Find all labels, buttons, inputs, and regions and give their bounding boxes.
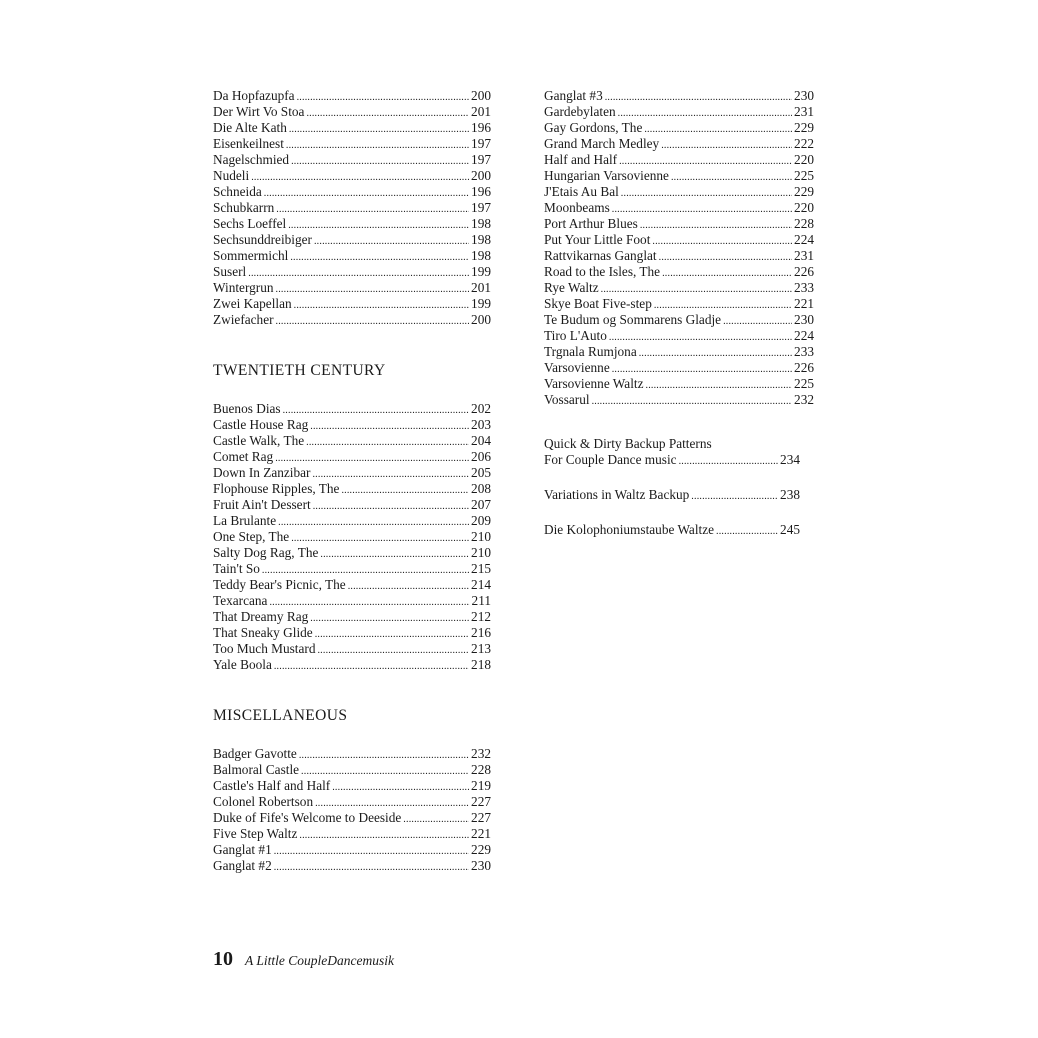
entry-title: Port Arthur Blues <box>544 216 638 231</box>
entry-page: 202 <box>471 401 491 416</box>
entry-page: 210 <box>471 545 491 560</box>
entry-page: 229 <box>794 120 814 135</box>
entry-title: Wintergrun <box>213 280 274 295</box>
entry-title: Teddy Bear's Picnic, The <box>213 577 346 592</box>
entry-title: Te Budum og Sommarens Gladje <box>544 312 722 327</box>
entry-page: 220 <box>794 200 814 215</box>
index-entry <box>213 88 491 104</box>
entry-page: 230 <box>794 312 814 327</box>
entry-title: Moonbeams <box>544 200 610 215</box>
index-entry <box>213 545 491 561</box>
index-entry <box>213 593 491 609</box>
entry-page: 200 <box>471 88 491 103</box>
index-entry <box>213 625 491 641</box>
entry-page: 245 <box>780 522 800 537</box>
entry-page: 196 <box>471 120 491 135</box>
index-entry <box>213 858 491 874</box>
entry-title: La Brulante <box>213 513 277 528</box>
entry-page: 213 <box>471 641 491 656</box>
index-entry <box>544 232 814 248</box>
entry-title: Down In Zanzibar <box>213 465 311 480</box>
entry-page: 199 <box>471 264 491 279</box>
page-number: 10 <box>213 948 233 970</box>
entry-title: That Sneaky Glide <box>213 625 313 640</box>
index-entry <box>544 487 800 503</box>
entry-title: Ganglat #2 <box>213 858 272 873</box>
entry-page: 198 <box>471 216 491 231</box>
entry-title: Schneida <box>213 184 262 199</box>
entry-title: Vossarul <box>544 392 590 407</box>
index-entry <box>213 312 491 328</box>
dot-leader <box>679 452 778 470</box>
extras-list <box>544 436 800 538</box>
index-entry <box>213 296 491 312</box>
index-entry <box>213 280 491 296</box>
entry-page: 229 <box>794 184 814 199</box>
index-entry <box>544 168 814 184</box>
index-entry <box>544 280 814 296</box>
index-entry <box>544 452 800 468</box>
entry-title: Zwei Kapellan <box>213 296 292 311</box>
dot-leader <box>592 392 792 410</box>
entry-page: 219 <box>471 778 491 793</box>
index-entry <box>544 216 814 232</box>
entry-page: 200 <box>471 168 491 183</box>
entry-page: 228 <box>794 216 814 231</box>
entry-page: 198 <box>471 232 491 247</box>
entry-page: 228 <box>471 762 491 777</box>
index-entry <box>213 200 491 216</box>
index-entry <box>544 312 814 328</box>
entry-page: 214 <box>471 577 491 592</box>
entry-title: Colonel Robertson <box>213 794 314 809</box>
entry-title: That Dreamy Rag <box>213 609 309 624</box>
page-footer <box>213 948 394 971</box>
entry-title: Tain't So <box>213 561 260 576</box>
entry-page: 233 <box>794 280 814 295</box>
index-entry <box>213 216 491 232</box>
entry-page: 197 <box>471 152 491 167</box>
entry-title: Nagelschmied <box>213 152 290 167</box>
entry-title: Grand March Medley <box>544 136 660 151</box>
index-entry <box>544 104 814 120</box>
left-sections <box>213 361 491 874</box>
entry-title: Sommermichl <box>213 248 289 263</box>
entry-page: 212 <box>471 609 491 624</box>
index-entry <box>213 810 491 826</box>
entry-title: Castle House Rag <box>213 417 309 432</box>
entry-title: Castle's Half and Half <box>213 778 331 793</box>
entry-title: Balmoral Castle <box>213 762 300 777</box>
entry-title: Badger Gavotte <box>213 746 297 761</box>
index-entry <box>213 168 491 184</box>
dot-leader <box>691 487 778 505</box>
index-entry <box>544 200 814 216</box>
entry-page: 203 <box>471 417 491 432</box>
entry-title: Zwiefacher <box>213 312 274 327</box>
entry-page: 196 <box>471 184 491 199</box>
index-entry <box>544 184 814 200</box>
index-entry <box>544 120 814 136</box>
entry-page: 207 <box>471 497 491 512</box>
entry-page: 201 <box>471 104 491 119</box>
entry-list-top <box>213 88 491 328</box>
left-column <box>213 88 491 874</box>
dot-leader <box>274 858 469 876</box>
entry-page: 204 <box>471 433 491 448</box>
index-entry <box>213 136 491 152</box>
entry-title: Die Alte Kath <box>213 120 287 135</box>
entry-title: Ganglat #3 <box>544 88 603 103</box>
entry-page: 215 <box>471 561 491 576</box>
entry-title: Nudeli <box>213 168 250 183</box>
index-entry <box>544 296 814 312</box>
book-title: A Little CoupleDancemusik <box>245 953 394 968</box>
dot-leader <box>716 522 778 540</box>
index-entry <box>544 264 814 280</box>
entry-title: Skye Boat Five-step <box>544 296 652 311</box>
entry-page: 197 <box>471 200 491 215</box>
entry-title: For Couple Dance music <box>544 452 677 467</box>
entry-page: 224 <box>794 232 814 247</box>
index-entry <box>213 232 491 248</box>
index-entry <box>544 328 814 344</box>
section-heading: TWENTIETH CENTURY <box>213 362 386 379</box>
entry-title: Die Kolophoniumstaube Waltze <box>544 522 715 537</box>
index-entry <box>213 778 491 794</box>
entry-page: 227 <box>471 810 491 825</box>
index-entry <box>213 417 491 433</box>
index-entry <box>213 465 491 481</box>
entry-title: One Step, The <box>213 529 290 544</box>
entry-title: Sechs Loeffel <box>213 216 287 231</box>
entry-page: 222 <box>794 136 814 151</box>
extra-entry <box>544 487 800 503</box>
entry-page: 234 <box>780 452 800 467</box>
index-entry <box>213 561 491 577</box>
index-entry <box>213 104 491 120</box>
entry-title: Schubkarrn <box>213 200 275 215</box>
index-entry <box>213 513 491 529</box>
entry-title: Varsovienne Waltz <box>544 376 644 391</box>
entry-page: 208 <box>471 481 491 496</box>
entry-page: 198 <box>471 248 491 263</box>
index-entry <box>544 344 814 360</box>
entry-page: 199 <box>471 296 491 311</box>
entry-page: 209 <box>471 513 491 528</box>
entry-page: 205 <box>471 465 491 480</box>
entry-title: Ganglat #1 <box>213 842 272 857</box>
index-entry <box>544 248 814 264</box>
entry-title: Put Your Little Foot <box>544 232 651 247</box>
entry-title: Sechsunddreibiger <box>213 232 312 247</box>
entry-page: 230 <box>794 88 814 103</box>
entry-title: Rye Waltz <box>544 280 599 295</box>
index-entry <box>213 184 491 200</box>
entry-title: Eisenkeilnest <box>213 136 284 151</box>
entry-title: Suserl <box>213 264 247 279</box>
entry-page: 197 <box>471 136 491 151</box>
entry-title: Duke of Fife's Welcome to Deeside <box>213 810 402 825</box>
index-entry <box>213 794 491 810</box>
entry-page: 216 <box>471 625 491 640</box>
entry-title: Der Wirt Vo Stoa <box>213 104 305 119</box>
section-heading: MISCELLANEOUS <box>213 707 348 724</box>
index-entry <box>213 842 491 858</box>
entry-title: Castle Walk, The <box>213 433 305 448</box>
extra-entry <box>544 522 800 538</box>
entry-page: 220 <box>794 152 814 167</box>
entry-page: 225 <box>794 168 814 183</box>
entry-title: Comet Rag <box>213 449 274 464</box>
entry-page: 226 <box>794 360 814 375</box>
index-entry <box>544 522 800 538</box>
entry-page: 227 <box>471 794 491 809</box>
entry-title: Road to the Isles, The <box>544 264 661 279</box>
entry-title: Gardebylaten <box>544 104 616 119</box>
index-entry <box>213 577 491 593</box>
entry-title: Trgnala Rumjona <box>544 344 637 359</box>
entry-page: 201 <box>471 280 491 295</box>
entry-page: 231 <box>794 248 814 263</box>
entry-title: Varsovienne <box>544 360 610 375</box>
entry-page: 231 <box>794 104 814 119</box>
index-entry <box>544 136 814 152</box>
entry-title: Gay Gordons, The <box>544 120 643 135</box>
index-entry <box>213 449 491 465</box>
entry-page: 225 <box>794 376 814 391</box>
entry-page: 232 <box>471 746 491 761</box>
extra-entry-heading: Quick & Dirty Backup Patterns <box>544 436 712 451</box>
entry-page: 229 <box>471 842 491 857</box>
index-entry <box>213 248 491 264</box>
index-entry <box>213 433 491 449</box>
entry-title: J'Etais Au Bal <box>544 184 619 199</box>
index-entry <box>213 401 491 417</box>
right-column <box>544 88 814 557</box>
entry-title: Buenos Dias <box>213 401 281 416</box>
entry-page: 230 <box>471 858 491 873</box>
index-entry <box>213 529 491 545</box>
entry-page: 226 <box>794 264 814 279</box>
entry-title: Tiro L'Auto <box>544 328 607 343</box>
index-entry <box>544 392 814 408</box>
index-entry <box>213 762 491 778</box>
section-entry-list <box>213 746 491 874</box>
entry-title: Too Much Mustard <box>213 641 316 656</box>
index-entry <box>213 746 491 762</box>
entry-page: 210 <box>471 529 491 544</box>
index-entry <box>544 152 814 168</box>
extra-entry <box>544 436 800 468</box>
entry-page: 221 <box>471 826 491 841</box>
index-entry <box>213 120 491 136</box>
index-entry <box>213 657 491 673</box>
entry-page: 211 <box>471 593 491 608</box>
entry-page: 218 <box>471 657 491 672</box>
dot-leader <box>274 657 469 675</box>
entry-page: 206 <box>471 449 491 464</box>
entry-title: Da Hopfazupfa <box>213 88 295 103</box>
entry-title: Fruit Ain't Dessert <box>213 497 311 512</box>
entry-list-right <box>544 88 814 408</box>
index-entry <box>213 152 491 168</box>
index-entry <box>213 264 491 280</box>
entry-page: 200 <box>471 312 491 327</box>
index-entry <box>213 609 491 625</box>
index-entry <box>544 88 814 104</box>
index-entry <box>544 360 814 376</box>
entry-page: 221 <box>794 296 814 311</box>
index-entry <box>213 826 491 842</box>
entry-title: Texarcana <box>213 593 268 608</box>
entry-page: 233 <box>794 344 814 359</box>
entry-title: Salty Dog Rag, The <box>213 545 319 560</box>
entry-title: Hungarian Varsovienne <box>544 168 669 183</box>
index-entry <box>213 497 491 513</box>
index-entry <box>213 641 491 657</box>
entry-title: Variations in Waltz Backup <box>544 487 690 502</box>
entry-title: Rattvikarnas Ganglat <box>544 248 657 263</box>
index-entry <box>213 481 491 497</box>
section-entry-list <box>213 401 491 673</box>
entry-page: 238 <box>780 487 800 502</box>
entry-title: Half and Half <box>544 152 618 167</box>
entry-page: 232 <box>794 392 814 407</box>
entry-page: 224 <box>794 328 814 343</box>
entry-title: Yale Boola <box>213 657 272 672</box>
entry-title: Flophouse Ripples, The <box>213 481 340 496</box>
entry-title: Five Step Waltz <box>213 826 298 841</box>
index-entry <box>544 376 814 392</box>
dot-leader <box>276 312 470 330</box>
